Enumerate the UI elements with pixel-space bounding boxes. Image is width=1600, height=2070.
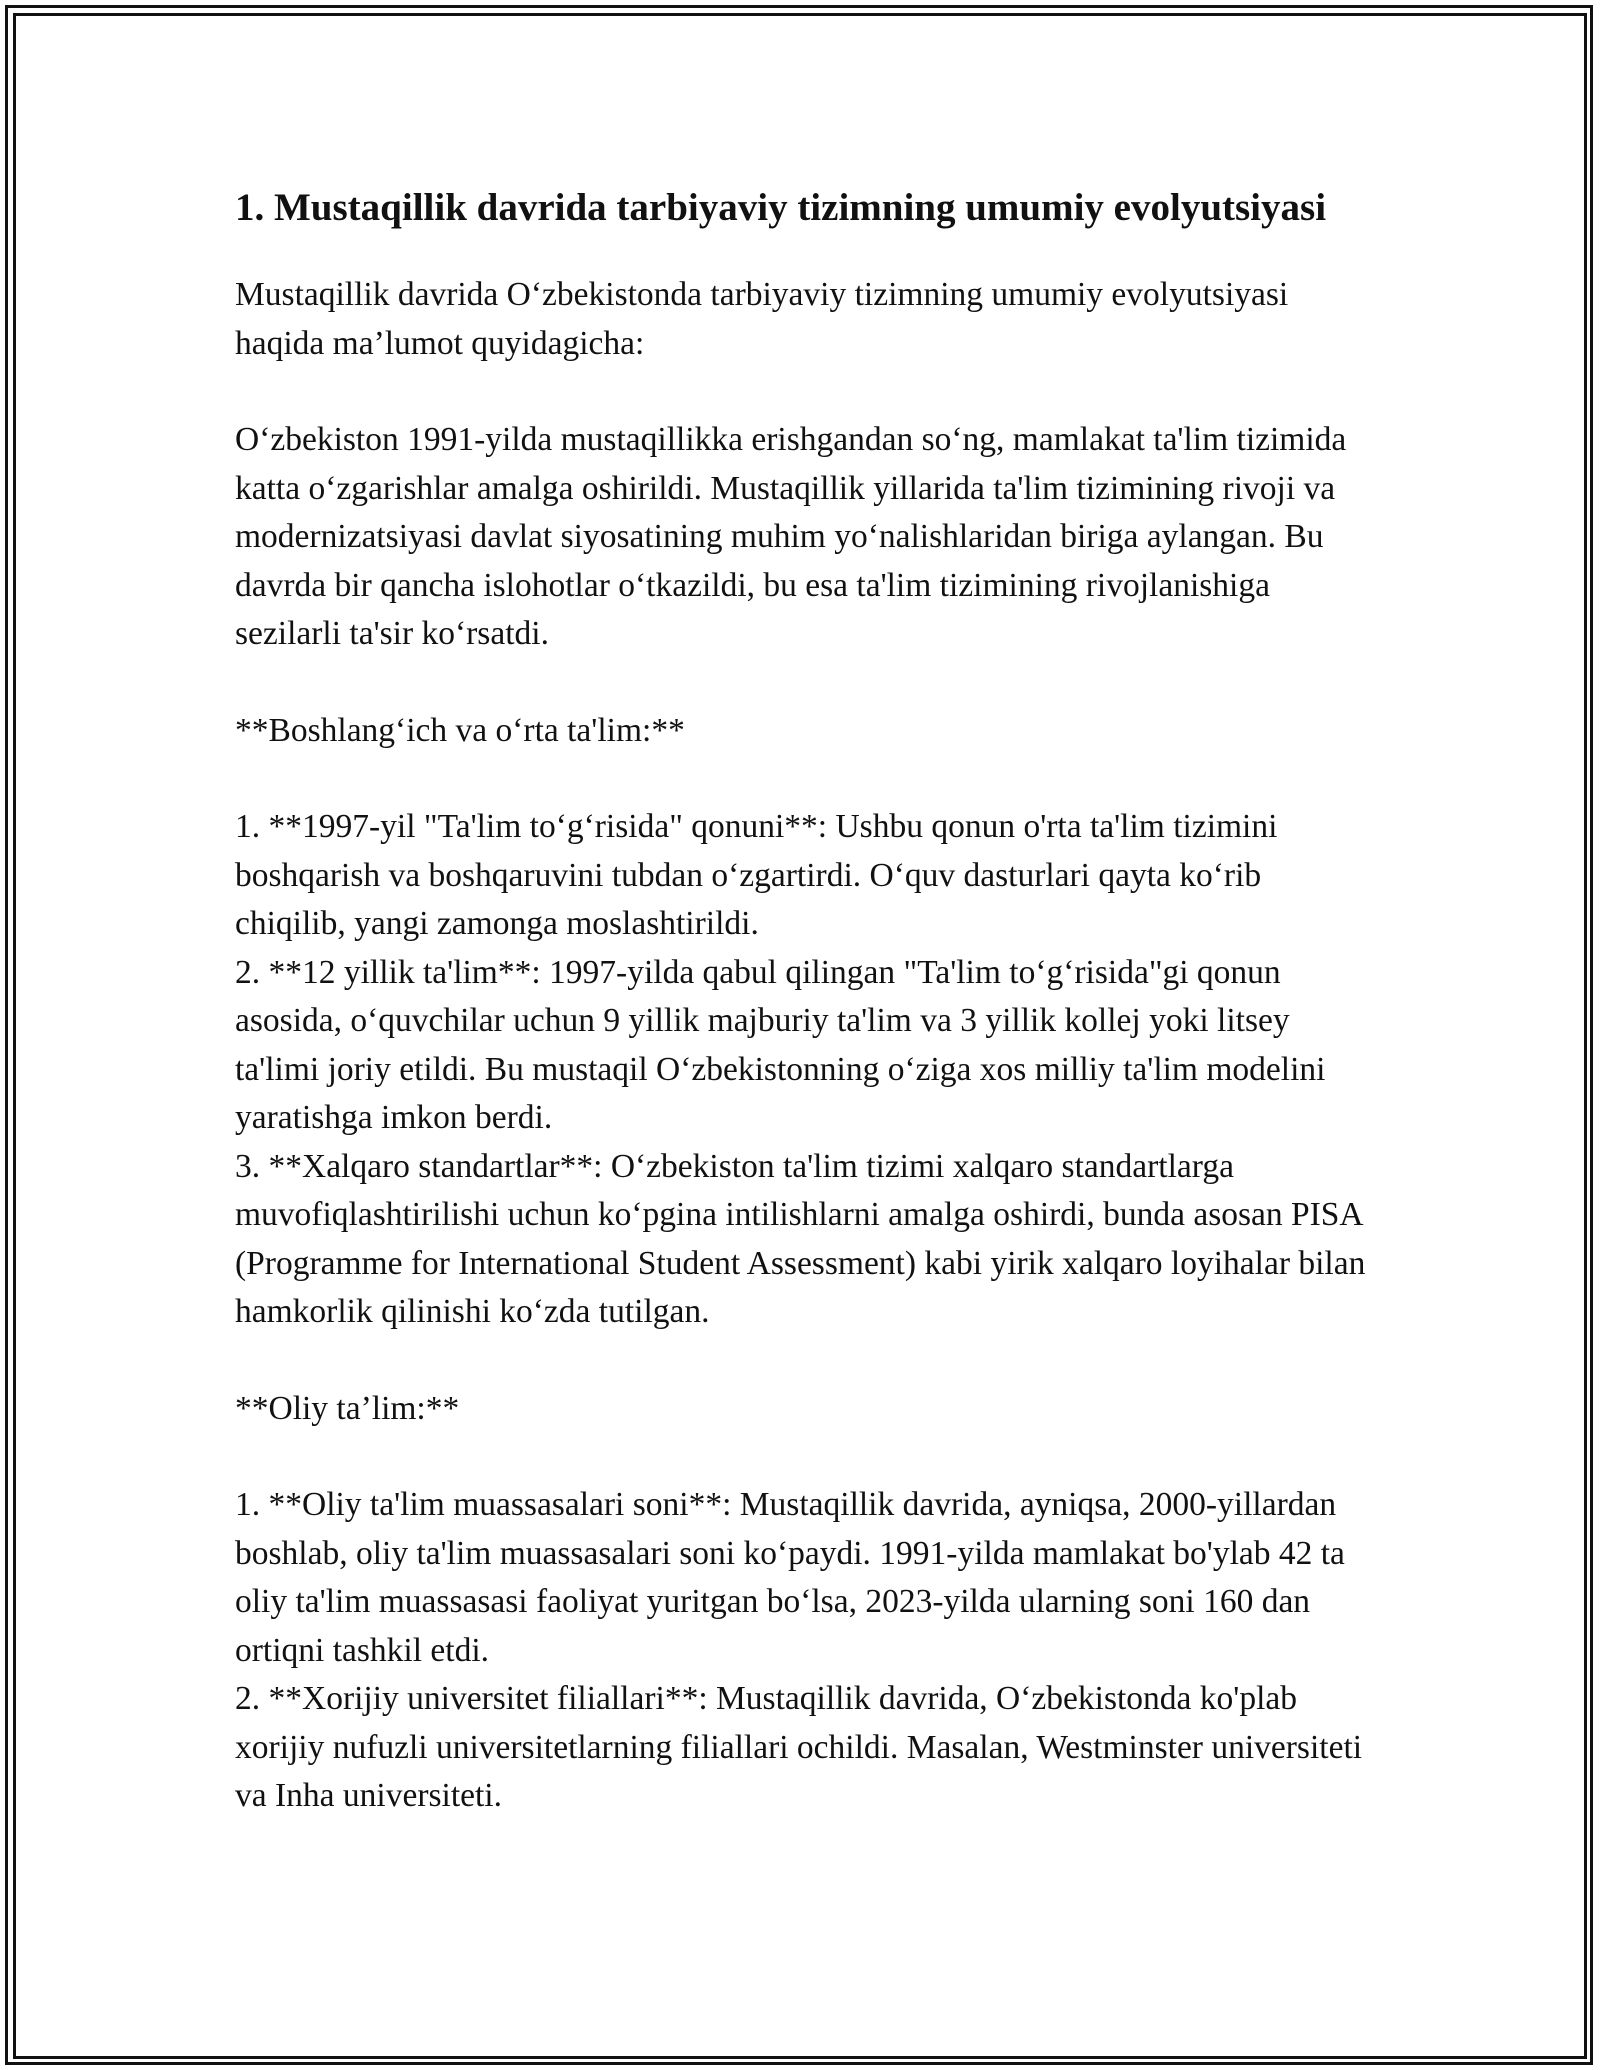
paragraph-spacer <box>235 368 1375 416</box>
list-item: 1. **1997-yil "Ta'lim to‘g‘risida" qonuni**: Ushbu qonun o'rta ta'lim tizimini boshqarish va boshqaruvini tubdan o‘zgartirdi. O‘quv dasturlari qayta ko‘rib chiqilib, yangi zamonga moslashtirildi. <box>235 808 1278 942</box>
history-paragraph: O‘zbekiston 1991-yilda mustaqillikka erishgandan so‘ng, mamlakat ta'lim tizimida katta o‘zgarishlar amalga oshirildi. Mustaqillik yillarida ta'lim tizimining rivoji va modernizatsiyasi davlat siyosatining muhim yo‘nalishlaridan biriga aylangan. Bu davrda bir qancha islohotlar o‘tkazildi, bu esa ta'lim tizimining rivojlanishiga sezilarli ta'sir ko‘rsatdi. <box>235 421 1347 652</box>
section-heading-higher-education: **Oliy ta’lim:** <box>235 1389 460 1427</box>
list-item: 1. **Oliy ta'lim muassasalari soni**: Mustaqillik davrida, ayniqsa, 2000-yillardan boshlab, oliy ta'lim muassasalari soni ko‘paydi. 1991-yilda mamlakat bo'ylab 42 ta oliy ta'lim muassasasi faoliyat yuritgan bo‘lsa, 2023-yilda ularning soni 160 dan ortiqni tashkil etdi. <box>235 1486 1345 1669</box>
paragraph-spacer <box>235 755 1375 803</box>
list-item: 3. **Xalqaro standartlar**: O‘zbekiston ta'lim tizimi xalqaro standartlarga muvofiqlashtirilishi uchun ko‘pgina intilishlarni amalga oshirdi, bunda asosan PISA (Programme for International Student Assessment) kabi yirik xalqaro loyihalar bilan hamkorlik qilinishi ko‘zda tutilgan. <box>235 1147 1366 1330</box>
document-page <box>235 180 1375 1821</box>
list-item: 2. **12 yillik ta'lim**: 1997-yilda qabul qilingan "Ta'lim to‘g‘risida"gi qonun asosida, o‘quvchilar uchun 9 yillik majburiy ta'lim va 3 yillik kollej yoki litsey ta'limi joriy etildi. Bu mustaqil O‘zbekistonning o‘ziga xos milliy ta'lim modelini yaratishga imkon berdi. <box>235 953 1326 1136</box>
section-heading-primary-secondary: **Boshlang‘ich va o‘rta ta'lim:** <box>235 711 685 749</box>
paragraph-spacer <box>235 1337 1375 1385</box>
paragraph-spacer <box>235 659 1375 707</box>
paragraph-spacer <box>235 1433 1375 1481</box>
list-item: 2. **Xorijiy universitet filiallari**: Mustaqillik davrida, O‘zbekistonda ko'plab xorijiy nufuzli universitetlarning filiallari ochildi. Masalan, Westminster universiteti va Inha universiteti. <box>235 1680 1363 1814</box>
intro-paragraph: Mustaqillik davrida O‘zbekistonda tarbiyaviy tizimning umumiy evolyutsiyasi haqida ma’lumot quyidagicha: <box>235 276 1289 362</box>
document-title: 1. Mustaqillik davrida tarbiyaviy tizimning umumiy evolyutsiyasi <box>235 186 1327 229</box>
